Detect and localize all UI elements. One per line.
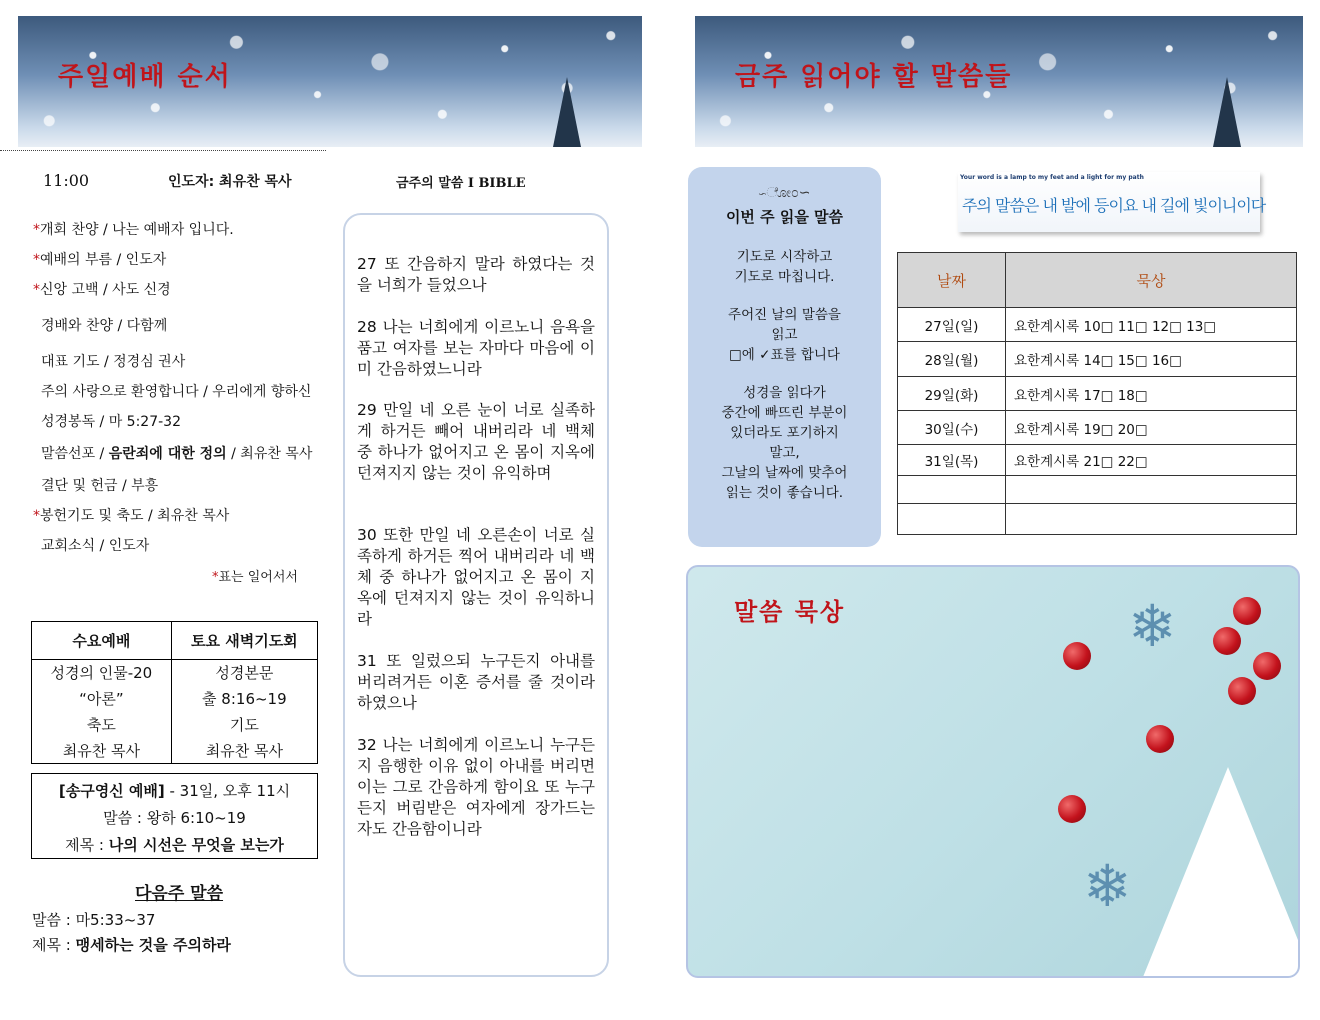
stand-note [212,566,298,585]
order-item [41,315,167,335]
berry-icon [1253,652,1281,680]
reading-guide-title: 이번 주 읽을 말씀 [725,208,844,226]
order-item [41,535,149,555]
schedule-reading[interactable]: 요한계시록 17□ 18□ [1006,377,1297,411]
schedule-date [898,504,1006,535]
logo-text: 주의 말씀은 내 발에 등이요 내 길에 빛이니이다 [962,196,1266,215]
order-item [33,249,166,269]
guide-line: 그날의 날짜에 맞추어 [721,465,848,481]
bible-verse: 28 나는 너희에게 이르노니 음욕을 품고 여자를 보는 자마다 마음에 이미 간음하였느니라 [357,318,595,378]
worship-order-banner [18,16,642,147]
order-item-text: 경배와 찬양 / 다함께 [41,318,168,334]
weekly-reading-title: 금주 읽어야 할 말씀들 [735,62,1013,92]
new-year-box [31,773,318,859]
new-year-topic: 나의 시선은 무엇을 보는가 [108,836,284,854]
schedule-date: 29일(화) [898,377,1006,411]
order-item-text: 주의 사랑으로 환영합니다 / 우리에게 향하신 [41,384,312,400]
new-year-topic-label: 제목 : [65,836,109,854]
order-item [41,411,181,431]
schedule-reading[interactable]: 요한계시록 14□ 15□ 16□ [1006,342,1297,377]
schedule-reading[interactable]: 요한계시록 10□ 11□ 12□ 13□ [1006,308,1297,342]
table-header: 토요 새벽기도회 [171,622,317,660]
ornament-icon: ∽ೋ೦∽ [758,185,811,201]
next-week-heading: 다음주 말씀 [135,884,224,904]
bible-verse: 32 나는 너희에게 이르노니 누구든지 음행한 이유 없이 아내를 버리면 이는 그로 간음하게 함이요 또 누구든지 버림받은 여자에게 장가드는 자도 간음함이니라 [357,736,595,838]
logo-tagline: Your word is a lamp to my feet and a light for my path [960,174,1144,181]
schedule-date: 31일(목) [898,445,1006,476]
table-cell: 성경의 인물-20 [32,660,172,686]
order-item [33,279,171,299]
guide-line [688,365,881,383]
berry-icon [1213,627,1241,655]
order-item [33,219,234,239]
order-item-text: 성경봉독 / 마 5:27-32 [41,414,181,430]
guide-line: 기도로 마칩니다. [734,269,835,285]
service-time: 11:00 [43,171,90,190]
schedule-header: 묵상 [1006,253,1297,308]
meditation-panel [686,565,1300,978]
snowflake-icon: ❄ [1128,592,1177,660]
schedule-reading [1006,476,1297,504]
order-item-text: 신앙 고백 / 사도 신경 [40,282,171,298]
reading-schedule-table [897,252,1297,535]
order-item-text: 예배의 부름 / 인도자 [40,252,167,268]
bible-verse: 31 또 일렀으되 누구든지 아내를 버리려거든 이혼 증서를 줄 것이라 하였으나 [357,652,595,712]
weekly-services-table [31,621,318,764]
guide-line: 읽는 것이 좋습니다. [725,485,844,501]
guide-line: 있더라도 포기하지 [730,425,839,441]
schedule-date: 30일(수) [898,411,1006,445]
meditation-title: 말씀 묵상 [734,598,846,626]
bible-verse: 29 만일 네 오른 눈이 너로 실족하게 하거든 빼어 내버리라 네 백체 중 하나가 없어지고 온 몸이 지옥에 던져지지 않는 것이 유익하며 [357,401,595,482]
stand-mark: * [33,252,40,268]
sermon-title: 음란죄에 대한 정의 [108,446,227,462]
schedule-header: 날짜 [898,253,1006,308]
bible-verse: 27 또 간음하지 말라 하였다는 것을 너희가 들었으나 [357,255,595,294]
worship-order-title: 주일예배 순서 [58,62,232,92]
stand-mark: * [33,282,40,298]
order-item-text: 교회소식 / 인도자 [41,538,150,554]
table-cell: 출 8:16~19 [171,686,317,712]
berry-icon [1233,597,1261,625]
stand-mark: * [212,570,219,585]
reading-guide-box [688,167,881,547]
guide-line: 중간에 빠뜨린 부분이 [721,405,848,421]
stand-note-text: 표는 일어서서 [218,570,298,585]
berry-icon [1058,795,1086,823]
table-cell: 최유찬 목사 [171,738,317,764]
service-leader: 인도자: 최유찬 목사 [168,174,292,190]
order-item [33,505,229,525]
order-item-text: 대표 기도 / 정경심 권사 [41,354,186,370]
order-item-text: 봉헌기도 및 축도 / 최유찬 목사 [40,508,230,524]
weekly-reading-banner [695,16,1303,147]
table-cell: 성경본문 [171,660,317,686]
new-year-when: - 31일, 오후 11시 [164,782,291,800]
order-item-text: / 최유찬 목사 [226,446,313,462]
order-item-text: 결단 및 헌금 / 부흥 [41,478,159,494]
guide-line: 성경을 읽다가 [743,385,826,401]
schedule-reading [1006,504,1297,535]
guide-line [688,287,881,305]
order-item-text: 말씀선포 / [41,446,109,462]
scripture-logo [958,172,1266,232]
next-week-topic-label: 제목 : [32,936,76,954]
schedule-date: 28일(월) [898,342,1006,377]
tree-decoration-icon [1213,77,1241,147]
next-week-topic: 맹세하는 것을 주의하라 [75,936,231,954]
order-item [41,351,185,371]
table-cell: “아론” [32,686,172,712]
stand-mark: * [33,508,40,524]
berry-icon [1063,642,1091,670]
schedule-reading[interactable]: 요한계시록 21□ 22□ [1006,445,1297,476]
order-item-text: 개회 찬양 / 나는 예배자 입니다. [40,222,234,238]
schedule-date [898,476,1006,504]
berry-icon [1228,677,1256,705]
bible-verse: 30 또한 만일 네 오른손이 너로 실족하게 하거든 찍어 내버리라 네 백체 중 하나가 없어지고 온 몸이 지옥에 던져지지 않는 것이 유익하니라 [357,526,595,628]
guide-line: 읽고 [771,327,798,343]
new-year-word: 말씀 : 왕하 6:10~19 [103,809,246,827]
tree-decoration-icon [553,77,581,147]
berry-icon [1146,725,1174,753]
schedule-date: 27일(일) [898,308,1006,342]
table-header: 수요예배 [32,622,172,660]
order-item [41,475,158,495]
paper-tree-icon [1143,767,1300,977]
next-week-word: 말씀 : 마5:33~37 [32,911,156,929]
guide-line: 주어진 날의 말씀을 [728,307,841,323]
guide-line: □에 ✓표를 합니다 [729,347,840,363]
table-cell: 기도 [171,712,317,738]
next-week-topic-line [32,934,231,955]
new-year-label: [송구영신 예배] [58,782,165,800]
order-item [41,443,312,463]
table-cell: 최유찬 목사 [32,738,172,764]
table-cell: 축도 [32,712,172,738]
divider [0,150,326,151]
stand-mark: * [33,222,40,238]
snowflake-icon: ❄ [1083,852,1132,920]
schedule-reading[interactable]: 요한계시록 19□ 20□ [1006,411,1297,445]
order-item [41,381,311,401]
bible-heading: 금주의 말씀 Ⅰ BIBLE [396,176,526,191]
guide-line: 말고, [769,445,800,461]
guide-line: 기도로 시작하고 [736,249,833,265]
